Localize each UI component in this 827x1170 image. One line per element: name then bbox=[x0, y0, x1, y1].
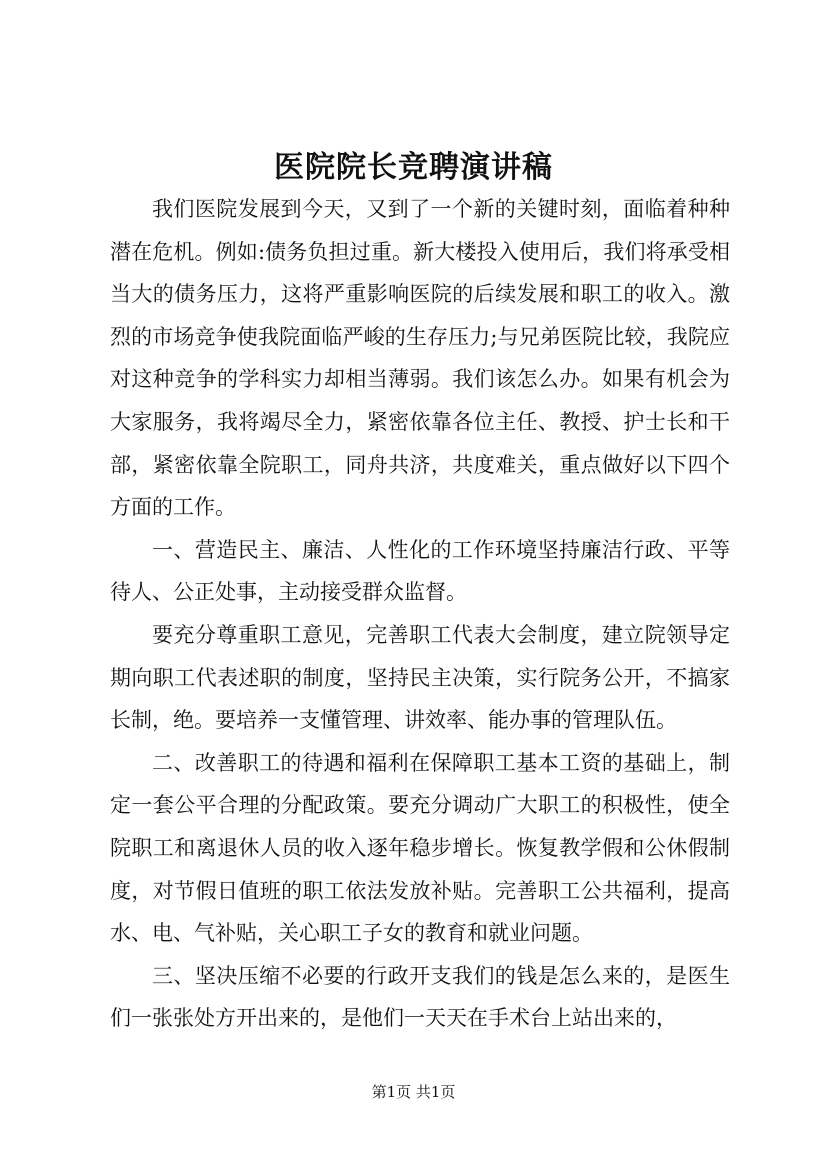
paragraph-1: 我们医院发展到今天，又到了一个新的关键时刻，面临着种种潜在危机。例如:债务负担过重。新大楼投入使用后，我们将承受相当大的债务压力，这将严重影响医院的后续发展和职工的收入。激烈的市场竞争使我院面临严峻的生存压力;与兄弟医院比较，我院应对这种竞争的学科实力却相当薄弱。我们该怎么办。如果有机会为大家服务，我将竭尽全力，紧密依靠各位主任、教授、护士长和干部，紧密依靠全院职工，同舟共济，共度难关，重点做好以下四个方面的工作。 bbox=[110, 197, 730, 520]
document-title: 医院院长竞聘演讲稿 bbox=[274, 150, 553, 185]
paragraph-3: 要充分尊重职工意见，完善职工代表大会制度，建立院领导定期向职工代表述职的制度，坚持民主决策，实行院务公开，不搞家长制，绝。要培养一支懂管理、讲效率、能办事的管理队伍。 bbox=[110, 622, 730, 733]
page-footer: 第1页 共1页 bbox=[371, 1083, 456, 1101]
paragraph-4: 二、改善职工的待遇和福利在保障职工基本工资的基础上，制定一套公平合理的分配政策。要充分调动广大职工的积极性，使全院职工和离退休人员的收入逐年稳步增长。恢复教学假和公休假制度，对节假日值班的职工依法发放补贴。完善职工公共福利，提高水、电、气补贴，关心职工子女的教育和就业问题。 bbox=[110, 750, 730, 946]
paragraph-2: 一、营造民主、廉洁、人性化的工作环境坚持廉洁行政、平等待人、公正处事，主动接受群众监督。 bbox=[110, 537, 730, 605]
document-body bbox=[110, 188, 730, 1040]
paragraph-5: 三、坚决压缩不必要的行政开支我们的钱是怎么来的，是医生们一张张处方开出来的，是他们一天天在手术台上站出来的， bbox=[110, 963, 730, 1031]
